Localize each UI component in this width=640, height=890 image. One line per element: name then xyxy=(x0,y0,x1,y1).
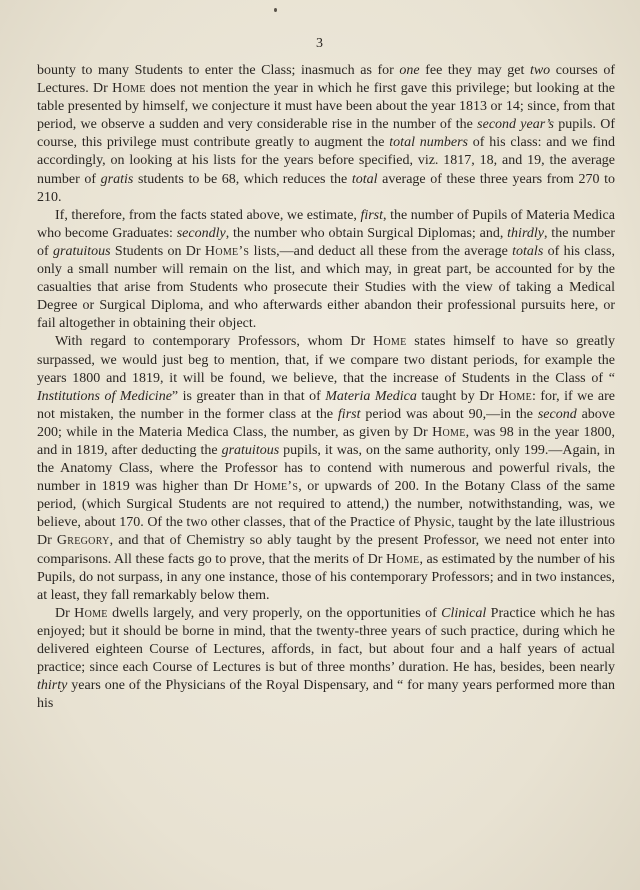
small-caps-run: Home xyxy=(74,605,108,621)
italic-run: Materia Medica xyxy=(325,388,417,404)
italic-run: two xyxy=(529,63,551,78)
text-run: dwells largely, and very properly, on the opportunities of xyxy=(107,605,442,621)
text-run: courses of Lectures. Dr xyxy=(37,63,615,97)
text-run: lists,—and deduct all these from the average xyxy=(249,243,513,259)
body-text xyxy=(37,62,615,713)
italic-run: first xyxy=(337,406,361,422)
text-run: states himself to have so greatly surpassed, we would just beg to mention, that, if we compare two distant periods, for example the years 1800 and 1819, it will be found, we believe, that the increase of Students in the Class of “ xyxy=(37,334,615,386)
small-caps-run: Home’s xyxy=(204,243,250,259)
text-run: pupils. Of course, this privilege must contribute greatly to augment the xyxy=(37,117,616,151)
text-run: Students on Dr xyxy=(110,243,205,259)
paragraph-4 xyxy=(37,605,615,714)
text-run: , or upwards of 200. In the Botany Class of the same period, (which Surgical Students are not required to attend,) the number, notwithstanding, was, we believe, about 170. Of the two other classes, that of the Practice of Physic, taught by the late illustrious Dr xyxy=(37,479,615,549)
text-run: , the number who obtain Surgical Diplomas; and, xyxy=(225,225,508,241)
italic-run: gratuitous xyxy=(53,243,111,259)
text-run: ” is greater than in that of xyxy=(171,388,326,404)
text-run: of his class, only a small number will remain on the list, and which may, in great part, be accounted for by the casualties that arise from Students who prosecute their Studies with the view of taking a Medical Degree or Surgical Diploma, and who afterwards either abandon their professional pursuits here, or fail altogether in obtaining their object. xyxy=(37,243,615,332)
text-run: With regard to contemporary Professors, whom Dr xyxy=(55,334,373,350)
italic-run: second xyxy=(537,406,577,422)
text-run: , as estimated by the number of his Pupils, do not surpass, in any one instance, those of his contemporary Professors; and in two instances, at least, they fall remarkably below them. xyxy=(37,551,615,603)
text-run: , the number of xyxy=(37,225,615,259)
text-run: students to be 68, which reduces the xyxy=(133,171,352,187)
small-caps-run: Home xyxy=(385,551,420,567)
small-caps-run: Home xyxy=(498,388,533,404)
paragraph-3 xyxy=(37,333,615,604)
text-run: period was about 90,—in the xyxy=(360,406,538,422)
text-run: , was 98 in the year 1800, and in 1819, after deducting the xyxy=(37,424,615,458)
italic-run: gratuitous xyxy=(221,442,280,458)
text-run: years one of the Physicians of the Royal Dispensary, and “ for many years performed more than his xyxy=(37,678,615,712)
text-run: fee they may get xyxy=(419,63,530,78)
paragraph-1 xyxy=(37,62,615,207)
ink-speck xyxy=(274,8,277,12)
text-run: , the number of Pupils of Materia Medica who become Graduates: xyxy=(37,207,615,241)
text-run: pupils, it was, on the same authority, only 199.—Again, in the Anatomy Class, where the Professor has to contend with numerous and powerful rivals, the number in 1819 was higher than Dr xyxy=(37,442,615,495)
italic-run: second year’s xyxy=(477,117,554,133)
italic-run: one xyxy=(399,63,420,78)
small-caps-run: Home xyxy=(372,334,407,350)
text-run: bounty to many Students to enter the Class; inasmuch as for xyxy=(37,63,400,78)
text-run: , and that of Chemistry so ably taught by the present Professor, we need not enter into comparisons. All these facts go to prove, that the merits of Dr xyxy=(37,533,615,567)
italic-run: secondly xyxy=(176,225,226,241)
paragraph-2 xyxy=(37,207,615,334)
text-run: taught by Dr xyxy=(416,388,499,404)
small-caps-run: Home xyxy=(432,424,466,440)
text-run: Practice which he has enjoyed; but it should be borne in mind, that the twenty-three years of such practice, during which he delivered eighteen Course of Lectures, affords, in fact, but about four and a half years of actual practice; since each Course of Lectures is but of three months’ duration. He has, besides, been nearly xyxy=(37,605,615,676)
text-run: : for, if we are not mistaken, the number in the former class at the xyxy=(37,388,616,422)
italic-run: thirty xyxy=(37,678,68,694)
italic-run: totals xyxy=(512,243,544,259)
italic-run: gratis xyxy=(100,171,134,187)
italic-run: total xyxy=(351,171,378,187)
italic-run: thirdly xyxy=(507,225,544,241)
page-number: 3 xyxy=(316,36,324,51)
small-caps-run: Gregory xyxy=(56,533,110,549)
small-caps-run: Home’s xyxy=(253,479,299,495)
text-run: of his class: and we find accordingly, on looking at his lists for the years before specified, viz. 1817, 18, and 19, the average number of xyxy=(37,135,615,187)
small-caps-run: Home xyxy=(112,81,146,97)
italic-run: first xyxy=(360,207,384,223)
text-run: If, therefore, from the facts stated above, we estimate, xyxy=(55,207,361,223)
italic-run: Institutions of Medicine xyxy=(37,388,172,404)
text-run: does not mention the year in which he first gave this privilege; but looking at the table presented by himself, we conjecture it must have been about the year 1813 or 14; since, from that period, we observe a sudden and very considerable rise in the number of the xyxy=(37,81,615,133)
text-run: above 200; while in the Materia Medica Class, the number, as given by Dr xyxy=(37,406,615,440)
italic-run: Clinical xyxy=(441,605,487,621)
text-run: average of these three years from 270 to 210. xyxy=(37,171,615,205)
italic-run: total numbers xyxy=(389,135,468,151)
text-run: Dr xyxy=(55,605,75,621)
